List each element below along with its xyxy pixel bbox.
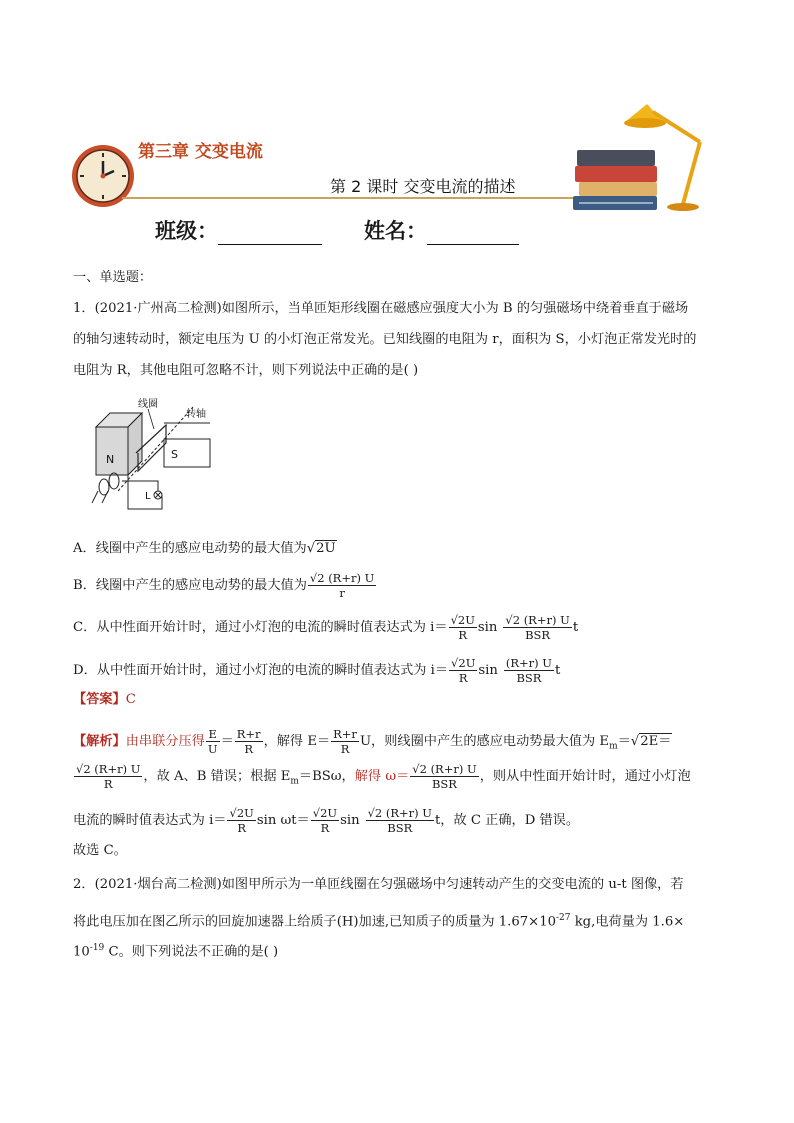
q1-explanation-line-4: 故选 C。 [73, 843, 127, 858]
q1-explanation-line-2: $\frac{√2 (R+r) U}{R}$ ，故 A、B 错误；根据 $E_m=BS\omega$，解得 ω＝ $\frac{√2 (R+r) U}{\text{BSR}}$ ，则从中性面开始计时，通过小灯泡 [76, 762, 691, 791]
header-divider [122, 197, 592, 199]
name-blank[interactable] [427, 224, 519, 245]
q1-line-1: 1．(2021·广州高二检测)如图所示，当单匝矩形线圈在磁感应强度大小为 B 的匀强磁场中绕着垂直于磁场 [73, 301, 689, 316]
fig-lamp-label: L [145, 491, 151, 502]
q1-answer: 【答案】C [73, 692, 136, 707]
section-heading: 一、单选题： [73, 270, 153, 285]
fig-axis-label: 转轴 [186, 409, 206, 420]
name-field[interactable]: 姓名： [364, 215, 519, 245]
books-lamp-icon [565, 92, 715, 214]
chapter-title: 第三章 交变电流 [138, 142, 263, 162]
class-field[interactable]: 班级： [155, 215, 322, 245]
q1-option-b[interactable]: B．线圈中产生的感应电动势的最大值为 $\frac{√2 (R+r) U}{r}$ [73, 571, 375, 600]
q1-figure-generator [78, 395, 223, 517]
q1-line-3: 电阻为 R，其他电阻可忽略不计，则下列说法中正确的是( ) [73, 363, 419, 378]
clock-icon [70, 143, 138, 209]
lesson-title: 第 2 课时 交变电流的描述 [330, 177, 516, 196]
q2-line-3: $10^{-19}$ C。则下列说法不正确的是( ) [73, 943, 279, 960]
class-blank[interactable] [218, 224, 322, 245]
q2-line-1: 2．(2021·烟台高二检测)如图甲所示为一单匝线圈在匀强磁场中匀速转动产生的交变电流的 u-t 图像，若 [73, 877, 684, 892]
q1-explanation-line-3: 电流的瞬时值表达式为 i＝ $\frac{√2U}{R}$ sin ωt＝ $\frac{√2U}{R}$ sin $\frac{√2 (R+r) U}{\text{BSR}}$ t，故 C 正确，D 错误。 [73, 806, 580, 835]
q1-option-c[interactable]: C．从中性面开始计时，通过小灯泡的电流的瞬时值表达式为 i＝ $\frac{√2U}{R}$ sin $\frac{√2 (R+r) U}{\text{BSR}}$ t [73, 613, 579, 642]
q2-line-2: 将此电压加在图乙所示的回旋加速器上给质子(H)加速,已知质子的质量为 $1.67\times 10^{-27}$ kg,电荷量为 1.6× [73, 913, 685, 930]
fig-coil-label: 线圈 [138, 399, 158, 410]
q1-option-d[interactable]: D．从中性面开始计时，通过小灯泡的电流的瞬时值表达式为 i＝ $\frac{√2U}{R}$ sin $\frac{(R+r) U}{\text{BSR}}$ t [73, 656, 561, 685]
q1-option-a[interactable]: A．线圈中产生的感应电动势的最大值为√2U [73, 541, 336, 556]
fig-s-label: S [171, 448, 178, 461]
q1-line-2: 的轴匀速转动时，额定电压为 U 的小灯泡正常发光。已知线圈的电阻为 r，面积为 S，小灯泡正常发光时的 [73, 332, 697, 347]
fig-n-label: N [106, 453, 115, 466]
q1-explanation-line-1: 【解析】由串联分压得 $\frac{E}{U}$ ＝ $\frac{R+r}{R}$ ，解得 E＝ $\frac{R+r}{R}$ U，则线圈中产生的感应电动势最大值为 $E_m=√2E=$ [73, 727, 672, 756]
